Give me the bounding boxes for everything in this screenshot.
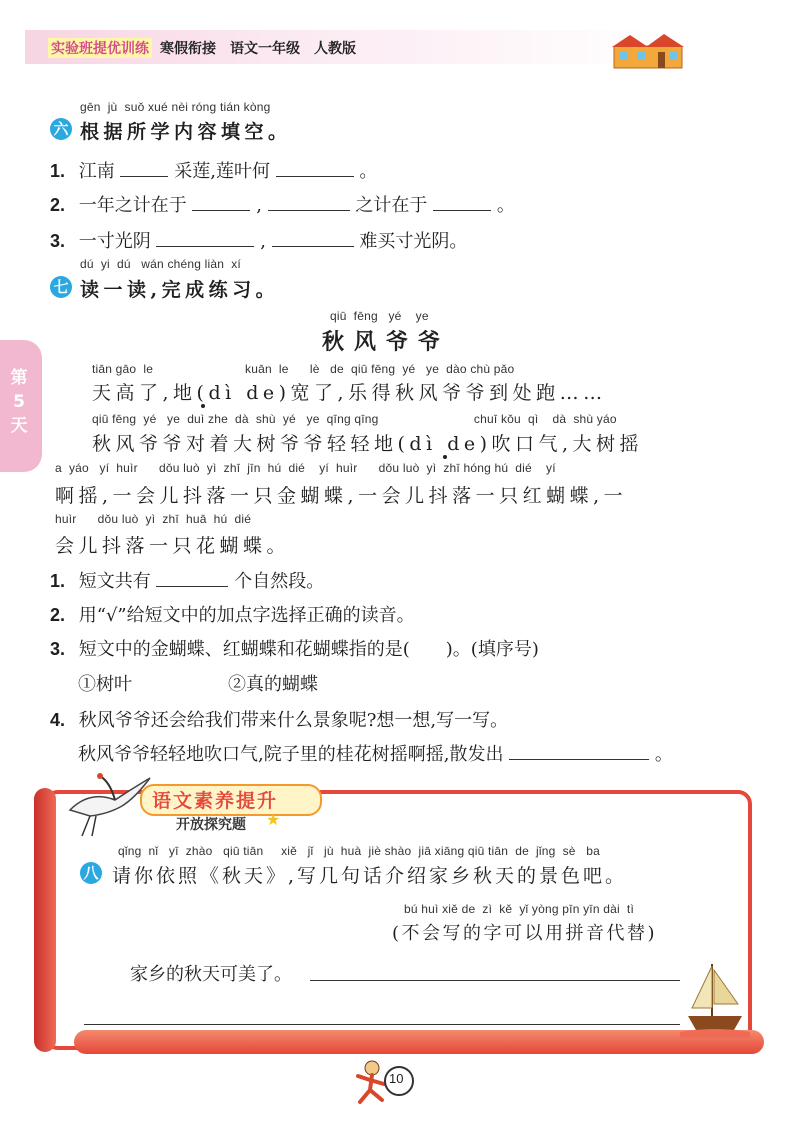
s6-q3-text-a: 一寸光阴 xyxy=(78,231,151,252)
s7-q4-text: 秋风爷爷还会给我们带来什么景象呢?想一想,写一写。 xyxy=(78,710,509,731)
story-line-1-pinyin: tiān gāo le kuān le lè de qiū fēng yé ye dào chù pǎo xyxy=(92,362,515,376)
s7-q3-text: 短文中的金蝴蝶、红蝴蝶和花蝴蝶指的是( )。(填序号) xyxy=(78,639,539,660)
story-line-1: 天高了,地(dì de)宽了,乐得秋风爷爷到处跑…… xyxy=(92,382,607,404)
s7-q1-blank[interactable] xyxy=(156,568,228,587)
s6-q2-text-a: 一年之计在于 xyxy=(78,195,187,216)
section6-badge: 六 xyxy=(50,118,72,140)
s7-q1-text-a: 短文共有 xyxy=(78,571,151,592)
s6-q3-text-c: 难买寸光阴。 xyxy=(359,231,468,252)
dot-mark-1 xyxy=(201,404,205,408)
s7-question-2 xyxy=(50,601,415,627)
section7-pinyin: dú yi dú wán chéng liàn xí xyxy=(80,257,241,271)
day-tab-label: 第5天 xyxy=(10,368,28,436)
s7-q1-text-b: 个自然段。 xyxy=(234,571,325,592)
dot-mark-2 xyxy=(443,455,447,459)
s6-q2-blank-3[interactable] xyxy=(433,192,491,211)
section8-badge: 八 xyxy=(80,862,102,884)
s6-q1-text-b: 采莲,莲叶何 xyxy=(174,161,270,182)
s6-q1-number: 1. xyxy=(50,161,66,181)
section7-badge: 七 xyxy=(50,276,72,298)
s6-q2-text-c: 之计在于 xyxy=(355,195,428,216)
s6-q2-text-d: 。 xyxy=(496,195,515,216)
story-title: 秋风爷爷 xyxy=(322,329,451,355)
section8-starter: 家乡的秋天可美了。 xyxy=(130,964,292,985)
story-line-3-pinyin: a yáo yí huìr dǒu luò yì zhī jīn hú dié yí huìr dǒu luò yì zhī hóng hú dié yí xyxy=(55,461,556,475)
header-subtitle: 寒假衔接 语文一年级 人教版 xyxy=(160,41,356,57)
s6-question-1 xyxy=(50,157,377,183)
s7-q4-number: 4. xyxy=(50,710,66,730)
s6-q1-text-c: 。 xyxy=(359,161,378,182)
s7-q3-number: 3. xyxy=(50,639,66,659)
s7-q4-line-text: 秋风爷爷轻轻地吹口气,院子里的桂花树摇啊摇,散发出 xyxy=(78,744,504,765)
banner-title: 语文素养提升 xyxy=(152,790,279,812)
scroll-bottom-roll xyxy=(74,1030,764,1054)
story-line-3: 啊摇,一会儿抖落一只金蝴蝶,一会儿抖落一只红蝴蝶,一 xyxy=(55,485,628,507)
header-brand: 实验班提优训练 xyxy=(48,38,152,58)
s7-question-4 xyxy=(50,706,508,732)
section7-title: 读一读,完成练习。 xyxy=(80,279,280,301)
section8-hint-pinyin: bú huì xiě de zì kě yǐ yòng pīn yīn dài tì xyxy=(404,902,634,916)
s6-q3-text-b: , xyxy=(260,231,266,252)
s7-question-1 xyxy=(50,567,324,593)
section6-title: 根据所学内容填空。 xyxy=(80,121,292,143)
section6-pinyin: gēn jù suǒ xué nèi róng tián kòng xyxy=(80,100,271,114)
s7-q4-line-end: 。 xyxy=(654,744,673,765)
s7-q4-answer-line xyxy=(78,740,673,766)
s7-q2-text: 用“√”给短文中的加点字选择正确的读音。 xyxy=(78,605,415,626)
section8-pinyin: qǐng nǐ yī zhào qiū tiān xiě jǐ jù huà jiè shào jiā xiāng qiū tiān de jǐng sè ba xyxy=(118,844,601,858)
house-icon xyxy=(612,32,686,70)
s6-q1-blank-1[interactable] xyxy=(120,158,168,177)
s7-q3-option-2[interactable]: ②真的蝴蝶 xyxy=(228,674,318,695)
s7-question-3 xyxy=(50,635,539,661)
s6-q2-number: 2. xyxy=(50,195,66,215)
answer-line-2[interactable] xyxy=(84,1024,680,1025)
s6-q3-number: 3. xyxy=(50,231,66,251)
s6-q1-text-a: 江南 xyxy=(78,161,115,182)
s6-q3-blank-2[interactable] xyxy=(272,228,354,247)
sailboat-icon xyxy=(680,958,750,1038)
s7-q3-option-1[interactable]: ①树叶 xyxy=(78,674,132,695)
s7-q1-number: 1. xyxy=(50,571,66,591)
page-number: 10 xyxy=(389,1071,404,1086)
s6-q2-blank-1[interactable] xyxy=(192,192,250,211)
s7-q4-blank[interactable] xyxy=(509,741,649,760)
s6-question-2 xyxy=(50,191,515,217)
banner-subtitle: 开放探究题 xyxy=(176,817,246,833)
s6-q2-blank-2[interactable] xyxy=(268,192,350,211)
scroll-left-curl xyxy=(34,788,56,1052)
story-line-4-pinyin: huìr dǒu luò yì zhī huā hú dié xyxy=(55,512,252,526)
story-line-4: 会儿抖落一只花蝴蝶。 xyxy=(55,535,291,557)
s6-q2-text-b: , xyxy=(256,195,262,216)
s6-question-3 xyxy=(50,227,467,253)
section8-title: 请你依照《秋天》,写几句话介绍家乡秋天的景色吧。 xyxy=(112,865,628,887)
s7-q2-number: 2. xyxy=(50,605,66,625)
s6-q1-blank-2[interactable] xyxy=(276,158,354,177)
s6-q3-blank-1[interactable] xyxy=(156,228,254,247)
star-icon: ★ xyxy=(266,810,281,829)
answer-line-1[interactable] xyxy=(310,980,680,981)
section8-hint: (不会写的字可以用拼音代替) xyxy=(392,923,658,944)
story-line-2-pinyin: qiū fēng yé ye duì zhe dà shù yé ye qīng qīng chuī kǒu qì dà shù yáo xyxy=(92,412,617,426)
story-line-2: 秋风爷爷对着大树爷爷轻轻地(dì de)吹口气,大树摇 xyxy=(92,433,644,455)
story-title-pinyin: qiū fēng yé ye xyxy=(330,309,429,323)
